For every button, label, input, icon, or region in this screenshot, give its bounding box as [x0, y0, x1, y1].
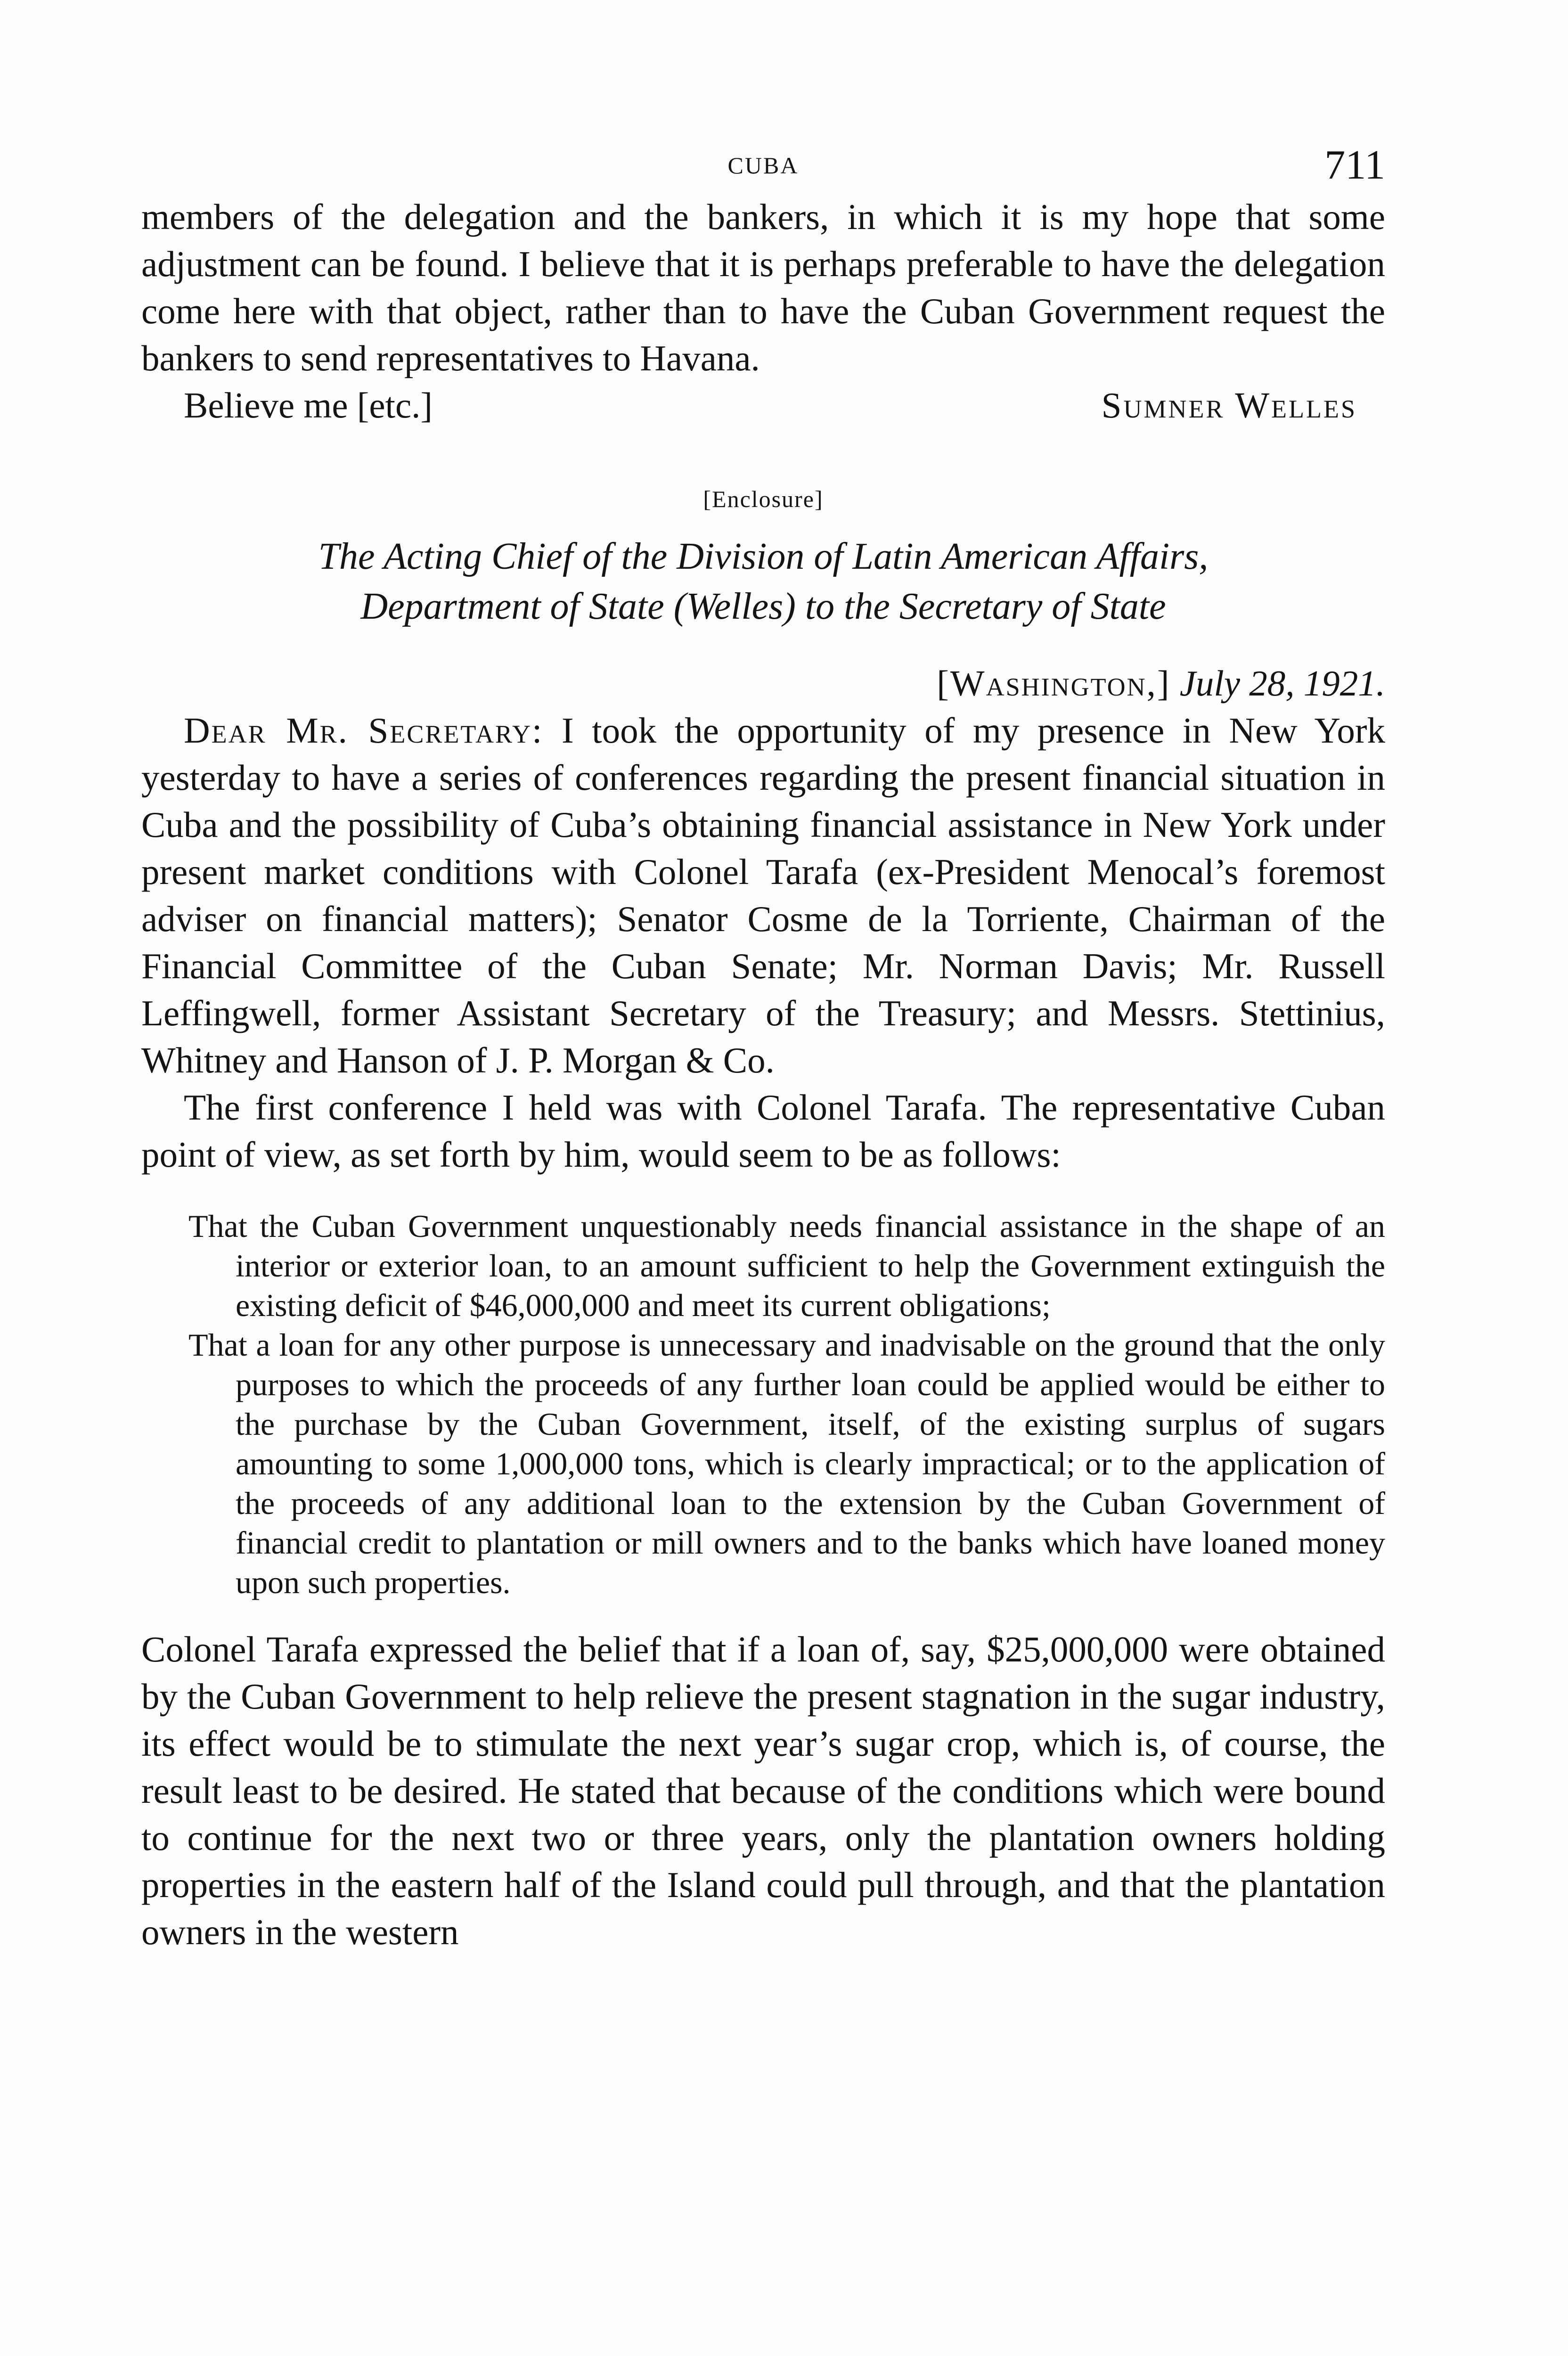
dateline-date: July 28, 1921.: [1179, 663, 1385, 704]
quote-item: That a loan for any other purpose is unnecessary and inadvisable on the ground that the only purposes to which the proceeds of any further loan could be applied would be either to the purchase by the Cuban Government, itself, of the existing surplus of sugars amounting to some 1,000,000 tons, which is clearly impractical; or to the application of the proceeds of any additional loan to the extension by the Cuban Government of financial credit to plantation or mill owners and to the banks which have loaned money upon such properties.: [188, 1327, 1385, 1600]
paragraph-3: Colonel Tarafa expressed the belief that if a loan of, say, $25,000,000 were obtained by the Cuban Government to help relieve the present stagnation in the sugar industry, its effect would be to stimulate the next year’s sugar crop, which is, of course, the result least to be desired. He stated that because of the conditions which were bound to continue for the next two or three years, only the plantation owners holding properties in the eastern half of the Island could pull through, and that the plantation owners in the western: [141, 1629, 1385, 1952]
heading-line-2: Department of State (Welles) to the Secretary of State: [360, 586, 1166, 627]
running-head-title: CUBA: [727, 152, 799, 179]
enclosure-label: [Enclosure]: [703, 486, 824, 512]
paragraph-1-text: I took the opportunity of my presence in New York yesterday to have a series of conferences regarding the present financial situation in Cuba and the possibility of Cuba’s obtaining financial assistance in New York under present market conditions with Colonel Tarafa (ex-President Menocal’s foremost adviser on financial matters); Senator Cosme de la Torriente, Chairman of the Financial Committee of the Cuban Senate; Mr. Norman Davis; Mr. Russell Leffingwell, former Assistant Secretary of the Treasury; and Messrs. Stettinius, Whitney and Hanson of J. P. Morgan & Co.: [141, 710, 1385, 1080]
page-number: 711: [1324, 142, 1385, 188]
dateline: [141, 660, 1385, 707]
salutation: Dear Mr. Secretary:: [184, 710, 544, 751]
dateline-place: [Washington,]: [937, 663, 1171, 704]
document-heading: [141, 532, 1385, 631]
continuation-paragraph: members of the delegation and the bankers, in which it is my hope that some adjustment can be found. I believe that it is perhaps preferable to have the delegation come here with that object, rather than to have the Cuban Government request the bankers to send representatives to Havana.: [141, 196, 1385, 378]
paragraph-1: [141, 707, 1385, 1084]
closing-line: [141, 382, 1385, 429]
closing-text: Believe me [etc.]: [184, 385, 433, 425]
block-quote: [141, 1206, 1385, 1602]
heading-line-1: The Acting Chief of the Division of Latin American Affairs,: [318, 536, 1209, 577]
paragraph-2: The first conference I held was with Colonel Tarafa. The representative Cuban point of view, as set forth by him, would seem to be as follows:: [141, 1087, 1385, 1175]
running-head: [141, 141, 1385, 193]
signature: Sumner Welles: [1101, 385, 1357, 425]
document-page: [141, 141, 1385, 1955]
quote-item: That the Cuban Government unquestionably needs financial assistance in the shape of an interior or exterior loan, to an amount sufficient to help the Government extinguish the existing deficit of $46,000,000 and meet its current obligations;: [188, 1208, 1385, 1323]
